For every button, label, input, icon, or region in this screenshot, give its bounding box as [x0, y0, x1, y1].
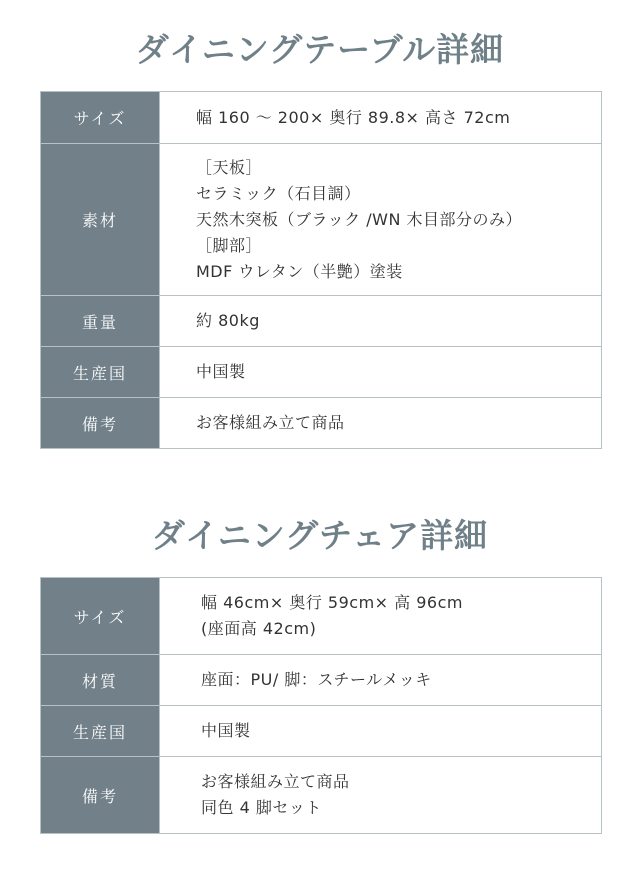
chair-spec-table [40, 577, 602, 834]
spec-row-origin [41, 706, 602, 757]
spec-value-line: MDF ウレタン（半艶）塗装 [196, 261, 403, 281]
spec-value-line: (座面高 42cm) [201, 619, 317, 638]
spec-value [160, 578, 602, 655]
spec-value-line: ［脚部］ [196, 235, 263, 255]
spec-value-line: 幅 46cm× 奥行 59cm× 高 96cm [201, 593, 463, 612]
spec-value-line: 中国製 [201, 721, 251, 740]
spec-value-line: 中国製 [196, 362, 246, 381]
table-spec-table [40, 91, 602, 449]
spec-value-line: 天然木突板（ブラック /WN 木目部分のみ） [196, 209, 523, 229]
spec-value-line: 同色 4 脚セット [201, 798, 322, 817]
spec-value-line: お客様組み立て商品 [196, 413, 345, 432]
spec-row-weight [41, 296, 602, 347]
chair-details-title: ダイニングチェア詳細 [151, 516, 489, 555]
spec-label: 備考 [41, 398, 160, 449]
spec-value [160, 757, 602, 834]
spec-row-material [41, 655, 602, 706]
spec-value [160, 706, 602, 757]
spec-value-line: 幅 160 ～ 200× 奥行 89.8× 高さ 72cm [196, 107, 511, 127]
spec-row-size [41, 578, 602, 655]
spec-value [160, 398, 602, 449]
spec-label: サイズ [41, 578, 160, 655]
spec-row-size [41, 92, 602, 144]
spec-value-line: 座面：PU/ 脚：スチールメッキ [201, 670, 432, 689]
spec-row-notes [41, 398, 602, 449]
spec-value-line: ［天板］ [196, 157, 263, 177]
table-details-title: ダイニングテーブル詳細 [135, 30, 505, 69]
spec-value [160, 144, 602, 296]
spec-row-material [41, 144, 602, 296]
spec-label: 生産国 [41, 347, 160, 398]
spec-label: 生産国 [41, 706, 160, 757]
spec-value-line: セラミック（石目調） [196, 183, 361, 203]
spec-value-line: お客様組み立て商品 [201, 772, 350, 791]
spec-value [160, 92, 602, 144]
spec-label: 備考 [41, 757, 160, 834]
spec-label: 材質 [41, 655, 160, 706]
spec-value [160, 655, 602, 706]
spec-row-notes [41, 757, 602, 834]
spec-value [160, 347, 602, 398]
spec-row-origin [41, 347, 602, 398]
spec-value [160, 296, 602, 347]
spec-value-line: 約 80kg [196, 311, 260, 330]
spec-label: 重量 [41, 296, 160, 347]
spec-label: サイズ [41, 92, 160, 144]
spec-label: 素材 [41, 144, 160, 296]
